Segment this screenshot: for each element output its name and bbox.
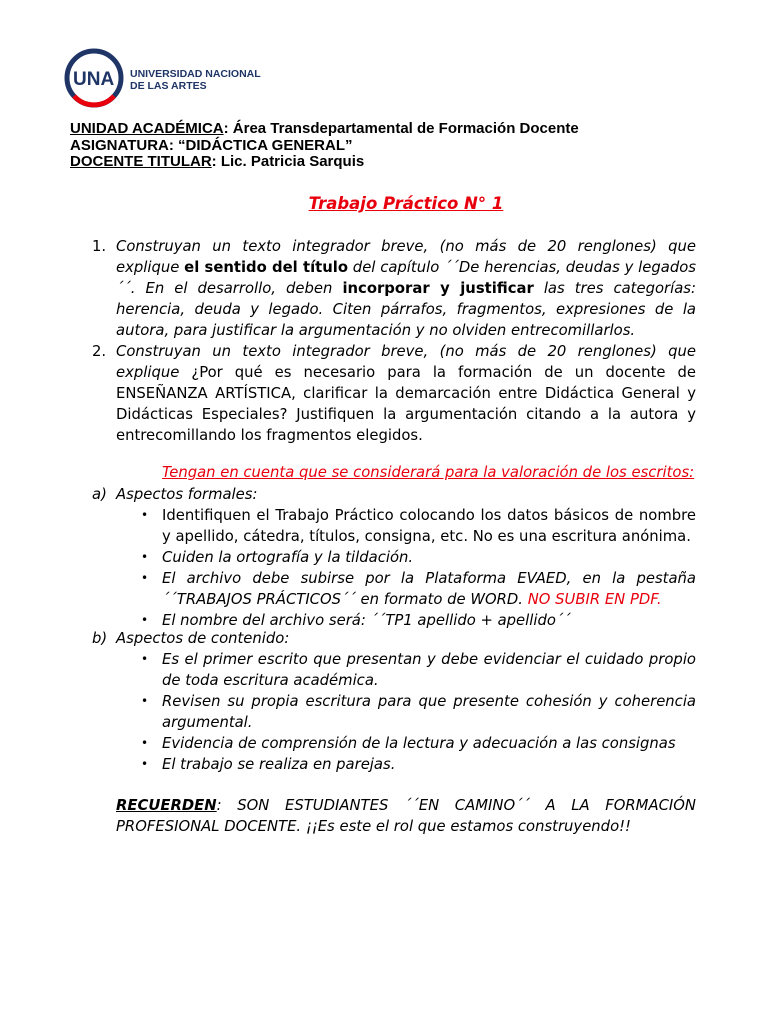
list-item: [141, 568, 696, 610]
list-item: [141, 691, 696, 733]
bullet-icon: •: [141, 571, 149, 585]
unidad-value: : Área Transdepartamental de Formación Docente: [223, 120, 579, 137]
bullet-icon: •: [141, 757, 149, 771]
consigna-1-emphasis: incorporar y justificar: [342, 280, 534, 297]
consigna-2-intro: Construyan un texto integrador breve, (no más de 20 renglones) que explique: [116, 343, 696, 381]
warning-text: NO SUBIR EN PDF.: [527, 591, 662, 608]
formales-list: [141, 505, 696, 631]
list-item-text: Es el primer escrito que presentan y debe evidenciar el cuidado propio de toda escritura académica.: [162, 651, 696, 689]
list-item: [141, 754, 696, 775]
list-item: [141, 649, 696, 691]
list-number: 1.: [92, 238, 107, 255]
bullet-icon: •: [141, 694, 149, 708]
recuerden-label: RECUERDEN: [116, 797, 217, 814]
section-formales-heading: [92, 484, 696, 505]
consigna-1-text: del capítulo ´´De herencias, deudas y legados´´. En el desarrollo, deben: [116, 259, 696, 297]
bullet-icon: •: [141, 508, 149, 522]
section-heading: Aspectos de contenido:: [116, 630, 290, 647]
recuerden-note: [116, 795, 696, 837]
consigna-2-question: ¿Por qué es necesario para la formación de un docente de ENSEÑANZA ARTÍSTICA, clarificar la demarcación entre Didáctica General y Didácticas Especiales? Justifiquen la argumentación citando a la autora y entrecomillando los fragmentos elegidos.: [116, 364, 696, 444]
logo-name-line1: UNIVERSIDAD NACIONAL: [130, 68, 261, 80]
docente-label: DOCENTE TITULAR: [70, 153, 212, 170]
logo-name-line2: DE LAS ARTES: [130, 80, 207, 92]
list-item-text: Revisen su propia escritura para que presente cohesión y coherencia argumental.: [162, 693, 696, 731]
list-item-text: El nombre del archivo será: ´´TP1 apellido + apellido´´: [162, 612, 571, 629]
list-number: 2.: [92, 343, 107, 360]
unidad-label: UNIDAD ACADÉMICA: [70, 120, 224, 137]
consigna-1: [92, 236, 696, 341]
asignatura-line: ASIGNATURA: “DIDÁCTICA GENERAL”: [70, 136, 353, 154]
section-heading: Aspectos formales:: [116, 486, 258, 503]
list-item: [141, 547, 696, 568]
valoracion-note: Tengan en cuenta que se considerará para la valoración de los escritos:: [162, 464, 695, 481]
bullet-icon: •: [141, 736, 149, 750]
logo-name: [130, 68, 261, 92]
section-contenido-heading: [92, 628, 696, 649]
consigna-2: [92, 341, 696, 446]
recuerden-colon: :: [216, 797, 238, 814]
list-item-text: Identifiquen el Trabajo Práctico colocando los datos básicos de nombre y apellido, cátedra, títulos, consigna, etc. No es una escritura anónima.: [162, 507, 696, 545]
recuerden-text: SON ESTUDIANTES ´´EN CAMINO´´ A LA FORMACIÓN PROFESIONAL DOCENTE. ¡¡Es este el rol que estamos construyendo!!: [116, 797, 696, 835]
list-letter: a): [92, 486, 107, 503]
list-item: [141, 505, 696, 547]
list-item-text: El archivo debe subirse por la Plataforma EVAED, en la pestaña ´´TRABAJOS PRÁCTICOS´´ en formato de WORD.: [162, 570, 696, 608]
logo-mark: UNA: [73, 69, 115, 90]
page-title: Trabajo Práctico N° 1: [308, 194, 504, 213]
consigna-1-text: Construyan un texto integrador breve, (no más de 20 renglones) que explique: [116, 238, 696, 276]
contenido-list: [141, 649, 696, 775]
consigna-1-text: las tres categorías: herencia, deuda y legado. Citen párrafos, fragmentos, expresiones de la autora, para justificar la argumentación y no olviden entrecomillarlos.: [116, 280, 696, 339]
bullet-icon: •: [141, 550, 149, 564]
course-header: [70, 121, 579, 171]
list-item-text: Cuiden la ortografía y la tildación.: [162, 549, 414, 566]
list-item: [141, 733, 696, 754]
consigna-1-emphasis: el sentido del título: [184, 259, 348, 276]
list-item-text: El trabajo se realiza en parejas.: [162, 756, 396, 773]
bullet-icon: •: [141, 613, 149, 627]
list-item-text: Evidencia de comprensión de la lectura y adecuación a las consignas: [162, 735, 676, 752]
list-letter: b): [92, 630, 108, 647]
docente-value: : Lic. Patricia Sarquis: [211, 153, 365, 170]
bullet-icon: •: [141, 652, 149, 666]
